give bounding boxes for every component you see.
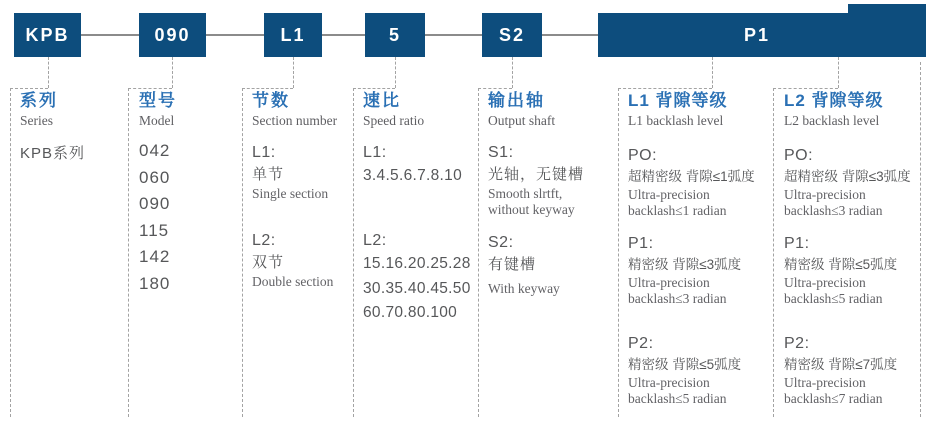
connector-line <box>206 34 264 36</box>
column-header-l2-backlash <box>784 90 884 129</box>
column-title: 速比 <box>363 91 401 110</box>
connector-line <box>81 34 139 36</box>
option-code: PO: <box>784 147 814 164</box>
dashed-drop-ratio <box>395 57 396 88</box>
option-label-en: Ultra-precision <box>784 375 866 390</box>
option-label-zh: 精密级 背隙≤7弧度 <box>784 357 898 372</box>
series-value <box>20 143 85 165</box>
ratio-option-l1 <box>363 142 462 189</box>
option-code: L2: <box>252 232 276 249</box>
l1-backlash-option-p2 <box>628 333 741 407</box>
option-label-en: backlash≤3 radian <box>628 291 727 306</box>
ratio-values: 3.4.5.6.7.8.10 <box>363 167 463 184</box>
code-box-model: 090 <box>139 13 206 57</box>
option-code: PO: <box>628 147 658 164</box>
column-header-shaft <box>488 90 555 129</box>
dashed-elbow <box>773 88 838 89</box>
dashed-drop-section <box>293 57 294 88</box>
connector-line <box>425 34 482 36</box>
option-label-zh: 双节 <box>252 254 285 271</box>
option-code: P1: <box>628 235 654 252</box>
option-label-en: Smooth slrtft, <box>488 186 563 201</box>
ratio-option-l2 <box>363 230 471 326</box>
option-code: L2: <box>363 232 387 249</box>
shaft-option-s2 <box>488 232 560 297</box>
code-box-series: KPB <box>14 13 81 57</box>
column-subtitle: Series <box>20 113 53 128</box>
dashed-elbow <box>128 88 172 89</box>
l1-backlash-option-p1 <box>628 233 741 307</box>
option-label-en: Ultra-precision <box>628 375 710 390</box>
code-box-shaft: S2 <box>482 13 542 57</box>
column-subtitle: Speed ratio <box>363 113 425 128</box>
section-option-l1 <box>252 142 328 202</box>
option-label-en: backlash≤1 radian <box>628 203 727 218</box>
l2-backlash-option-p0 <box>784 145 911 219</box>
code-box-backlash: P1 <box>598 13 916 57</box>
column-subtitle: Output shaft <box>488 113 556 128</box>
column-title: 节数 <box>252 91 290 110</box>
column-subtitle: L1 backlash level <box>628 113 724 128</box>
column-divider <box>773 88 774 417</box>
model-item: 060 <box>139 167 171 187</box>
column-divider <box>478 88 479 417</box>
option-code: P2: <box>628 335 654 352</box>
model-item: 180 <box>139 273 171 293</box>
connector-line <box>542 34 598 36</box>
column-header-section <box>252 90 337 129</box>
column-title: L2 背隙等级 <box>784 91 884 110</box>
dashed-elbow <box>242 88 293 89</box>
option-label-en: Ultra-precision <box>784 187 866 202</box>
column-header-model <box>139 90 177 129</box>
column-divider <box>353 88 354 417</box>
column-title: 系列 <box>20 91 58 110</box>
l2-backlash-option-p2 <box>784 333 897 407</box>
option-label-en: backlash≤3 radian <box>784 203 883 218</box>
code-box-section: L1 <box>264 13 322 57</box>
column-divider <box>242 88 243 417</box>
connector-line <box>322 34 365 36</box>
dashed-elbow <box>353 88 395 89</box>
option-label-en: backlash≤7 radian <box>784 391 883 406</box>
column-subtitle: L2 backlash level <box>784 113 880 128</box>
column-divider <box>618 88 619 417</box>
dashed-elbow <box>10 88 48 89</box>
column-header-ratio <box>363 90 424 129</box>
column-header-series <box>20 90 58 129</box>
model-item: 090 <box>139 194 171 214</box>
option-code: S1: <box>488 144 514 161</box>
ratio-values: 30.35.40.45.50 <box>363 279 471 297</box>
dashed-elbow <box>478 88 512 89</box>
model-item: 115 <box>139 220 170 240</box>
column-divider <box>920 62 921 417</box>
ratio-values: 60.70.80.100 <box>363 304 458 321</box>
column-subtitle: Model <box>139 113 175 128</box>
dashed-drop-l1-backlash <box>712 57 713 88</box>
series-label: KPB系列 <box>20 145 86 162</box>
l1-backlash-option-p0 <box>628 145 755 219</box>
option-label-zh: 有键槽 <box>488 256 537 273</box>
dashed-drop-l2-backlash <box>838 57 839 88</box>
column-title: 型号 <box>139 91 177 110</box>
option-label-en: Ultra-precision <box>628 275 710 290</box>
dashed-drop-model <box>172 57 173 88</box>
column-header-l1-backlash <box>628 90 728 129</box>
column-title: L1 背隙等级 <box>628 91 728 110</box>
option-code: P1: <box>784 235 810 252</box>
column-title: 输出轴 <box>488 91 545 110</box>
ratio-values: 15.16.20.25.28 <box>363 255 471 272</box>
option-label-zh: 单节 <box>252 166 285 183</box>
option-label-en: With keyway <box>488 281 560 296</box>
option-label-zh: 光轴，无键槽 <box>488 166 585 183</box>
option-label-zh: 超精密级 背隙≤3弧度 <box>784 169 911 184</box>
code-box-ratio: 5 <box>365 13 425 57</box>
option-code: L1: <box>363 144 387 161</box>
section-option-l2 <box>252 230 333 290</box>
option-label-zh: 精密级 背隙≤3弧度 <box>628 257 742 272</box>
column-subtitle: Section number <box>252 113 338 128</box>
option-label-en: backlash≤5 radian <box>784 291 883 306</box>
option-label-en: Ultra-precision <box>628 187 710 202</box>
option-label-en: backlash≤5 radian <box>628 391 727 406</box>
model-item: 142 <box>139 247 171 267</box>
column-divider <box>128 88 129 417</box>
option-label-en: Ultra-precision <box>784 275 866 290</box>
option-label-zh: 超精密级 背隙≤1弧度 <box>628 169 755 184</box>
option-label-zh: 精密级 背隙≤5弧度 <box>784 257 898 272</box>
option-code: L1: <box>252 144 276 161</box>
shaft-option-s1 <box>488 142 584 218</box>
l2-backlash-option-p1 <box>784 233 897 307</box>
dashed-elbow <box>618 88 712 89</box>
option-code: S2: <box>488 234 514 251</box>
option-label-en: without keyway <box>488 202 575 217</box>
column-divider <box>10 88 11 417</box>
option-label-en: Double section <box>252 274 334 289</box>
dashed-drop-series <box>48 57 49 88</box>
model-list <box>139 138 170 298</box>
option-code: P2: <box>784 335 810 352</box>
option-label-zh: 精密级 背隙≤5弧度 <box>628 357 742 372</box>
model-item: 042 <box>139 141 171 160</box>
dashed-drop-shaft <box>512 57 513 88</box>
option-label-en: Single section <box>252 186 329 201</box>
